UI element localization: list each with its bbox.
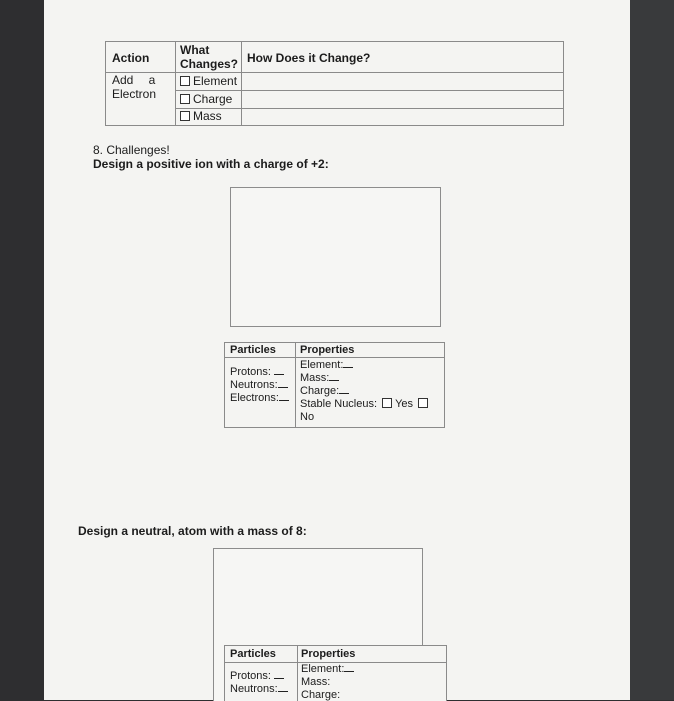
option-mass-cell[interactable]: Mass	[176, 109, 242, 126]
properties-cell[interactable]	[296, 358, 445, 428]
mass-checkbox[interactable]	[180, 111, 190, 121]
element-field-2[interactable]: Element:	[301, 663, 354, 676]
charge-field[interactable]: Charge:	[300, 385, 444, 398]
change-answer-cell-1[interactable]	[242, 73, 564, 91]
page-edge-shadow	[630, 0, 674, 700]
action-table	[105, 41, 564, 126]
prompt-neutral-atom: Design a neutral, atom with a mass of 8:	[78, 524, 307, 538]
charge-field-2[interactable]: Charge:	[301, 689, 341, 701]
header-how-change: How Does it Change?	[242, 42, 564, 73]
drawing-box-1[interactable]	[230, 187, 441, 327]
mass-field[interactable]: Mass:	[300, 372, 444, 385]
protons-field-2[interactable]: Protons:	[230, 670, 284, 683]
particles-table-2	[224, 645, 447, 701]
neutrons-field-2[interactable]: Neutrons:	[230, 683, 288, 696]
electrons-field[interactable]: Electrons:	[230, 392, 295, 405]
stable-nucleus-field[interactable]: Stable Nucleus: Yes	[300, 398, 444, 411]
element-checkbox[interactable]	[180, 76, 190, 86]
properties-header: Properties	[296, 343, 445, 358]
no-checkbox[interactable]	[418, 398, 428, 408]
change-answer-cell-2[interactable]	[242, 91, 564, 109]
neutrons-field[interactable]: Neutrons:	[230, 379, 295, 392]
option-element-cell[interactable]: Element	[176, 73, 242, 91]
header-what-changes: What Changes?	[176, 42, 242, 73]
prompt-positive-ion: Design a positive ion with a charge of +2:	[93, 157, 329, 171]
change-answer-cell-3[interactable]	[242, 109, 564, 126]
particles-header-2: Particles	[230, 648, 276, 660]
element-field[interactable]: Element:	[300, 359, 444, 372]
section-heading: 8. Challenges!	[93, 143, 170, 157]
mass-field-2[interactable]: Mass:	[301, 676, 331, 688]
action-cell	[106, 73, 176, 126]
no-label: No	[300, 411, 315, 423]
particles-header: Particles	[225, 343, 296, 358]
protons-field[interactable]: Protons:	[230, 366, 295, 379]
properties-header-2: Properties	[301, 648, 356, 660]
action-label: Add a Electron	[112, 73, 157, 101]
yes-checkbox[interactable]	[382, 398, 392, 408]
option-charge-cell[interactable]: Charge	[176, 91, 242, 109]
header-action: Action	[106, 42, 176, 73]
particles-cell[interactable]	[225, 358, 296, 428]
charge-checkbox[interactable]	[180, 94, 190, 104]
particles-table-1	[224, 342, 445, 428]
